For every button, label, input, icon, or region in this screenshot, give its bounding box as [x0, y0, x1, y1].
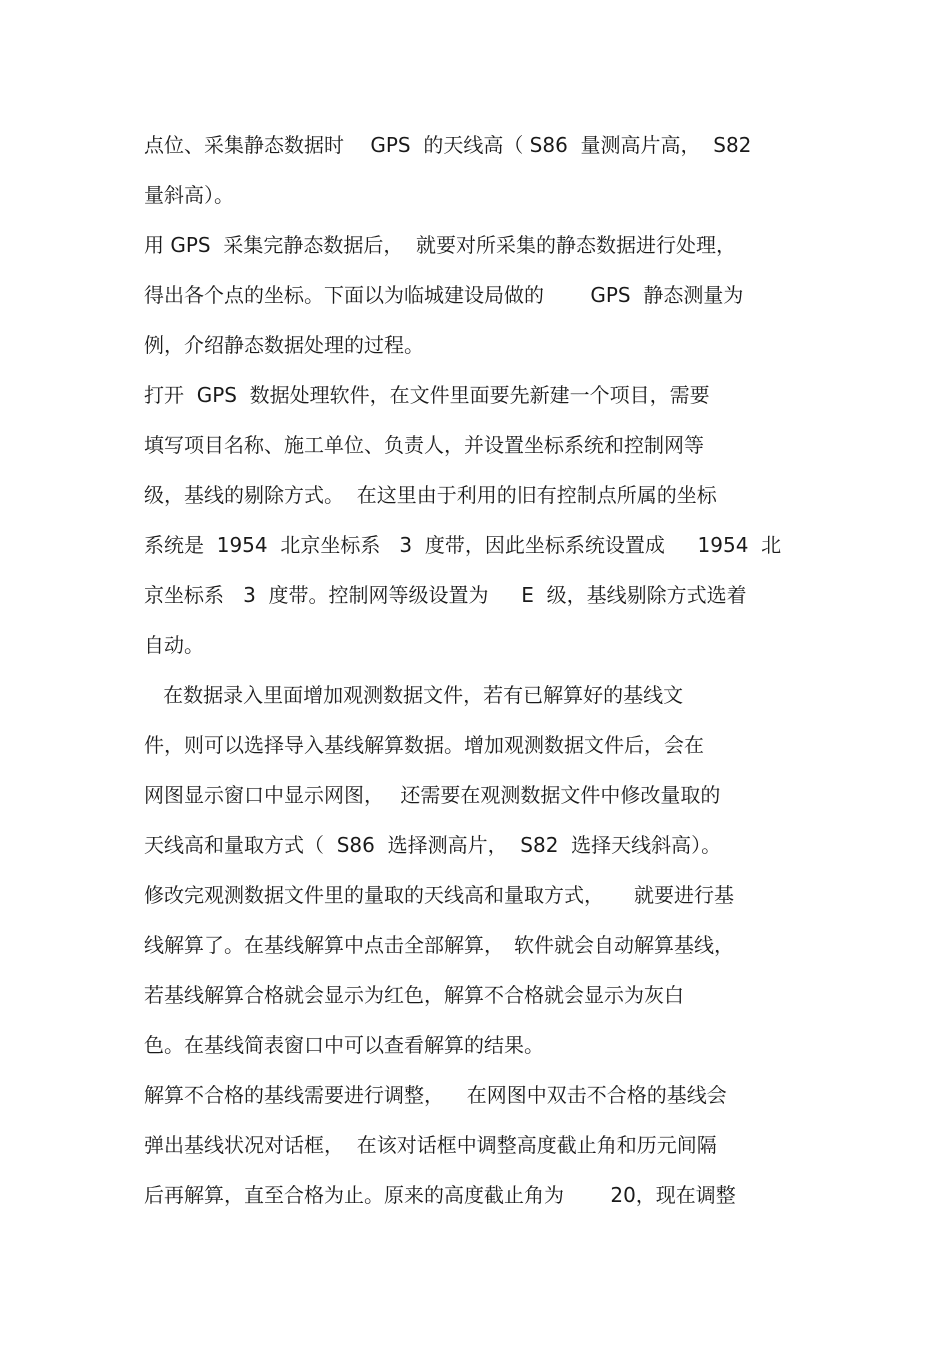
- text-line: 级，基线的剔除方式。 在这里由于利用的旧有控制点所属的坐标: [144, 483, 717, 507]
- text-line: 后再解算，直至合格为止。原来的高度截止角为 20，现在调整: [144, 1183, 736, 1207]
- text-line: 色。在基线简表窗口中可以查看解算的结果。: [144, 1033, 544, 1057]
- text-line: 京坐标系 3 度带。控制网等级设置为 E 级，基线剔除方式选着: [144, 583, 747, 607]
- text-line: 量斜高）。: [144, 183, 234, 207]
- text-line: 若基线解算合格就会显示为红色，解算不合格就会显示为灰白: [144, 983, 684, 1007]
- text-line: 系统是 1954 北京坐标系 3 度带，因此坐标系统设置成 1954 北: [144, 533, 782, 557]
- text-line: 得出各个点的坐标。下面以为临城建设局做的 GPS 静态测量为: [144, 283, 744, 307]
- text-line: 线解算了。在基线解算中点击全部解算， 软件就会自动解算基线，: [144, 933, 734, 957]
- text-line: 用 GPS 采集完静态数据后， 就要对所采集的静态数据进行处理，: [144, 233, 737, 257]
- text-line: 解算不合格的基线需要进行调整， 在网图中双击不合格的基线会: [144, 1083, 727, 1107]
- text-line: 填写项目名称、施工单位、负责人，并设置坐标系统和控制网等: [144, 433, 704, 457]
- text-line: 打开 GPS 数据处理软件，在文件里面要先新建一个项目，需要: [144, 383, 710, 407]
- text-line: 弹出基线状况对话框， 在该对话框中调整高度截止角和历元间隔: [144, 1133, 717, 1157]
- text-line: 自动。: [144, 633, 204, 657]
- text-line: 例，介绍静态数据处理的过程。: [144, 333, 424, 357]
- text-line: 天线高和量取方式（ S86 选择测高片， S82 选择天线斜高）。: [144, 833, 722, 857]
- text-line: 点位、采集静态数据时 GPS 的天线高（ S86 量测高片高， S82: [144, 133, 752, 157]
- text-line: 件，则可以选择导入基线解算数据。增加观测数据文件后，会在: [144, 733, 704, 757]
- text-line: 网图显示窗口中显示网图， 还需要在观测数据文件中修改量取的: [144, 783, 721, 807]
- text-line: 在数据录入里面增加观测数据文件，若有已解算好的基线文: [144, 683, 684, 707]
- text-line: 修改完观测数据文件里的量取的天线高和量取方式， 就要进行基: [144, 883, 734, 907]
